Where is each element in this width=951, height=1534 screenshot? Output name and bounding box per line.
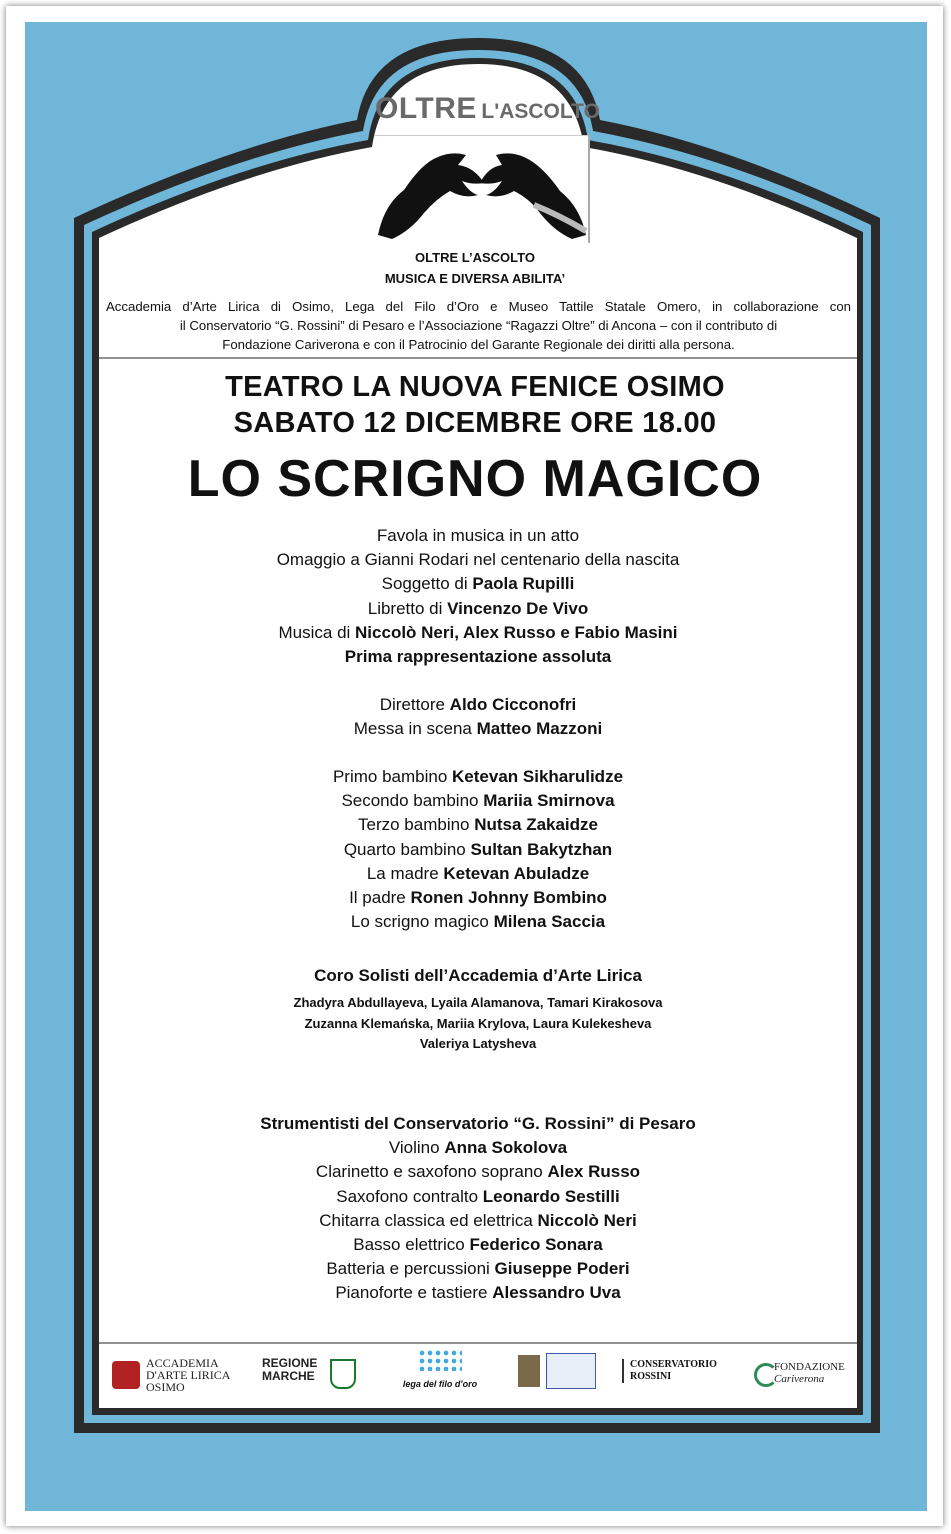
choir-line: Valeriya Latysheva — [419, 1036, 537, 1051]
player-line: Pianoforte e tastiere Alessandro Uva — [335, 1283, 621, 1303]
subtitle-musica-diversa-abilita: MUSICA E DIVERSA ABILITA’ — [384, 271, 566, 286]
direction-credits — [103, 693, 853, 741]
subtitle-oltre-lascolto: OLTRE L’ASCOLTO — [415, 250, 535, 265]
lega-filo-oro-logo: lega del filo d'oro — [390, 1349, 490, 1399]
sponsor-logos — [100, 1345, 856, 1407]
event-title: LO SCRIGNO MAGICO — [187, 450, 763, 508]
intro-line: Accademia d’Arte Lirica di Osimo, Lega del Filo d’Oro e Museo Tattile Statale Omero, in collaborazione con — [106, 299, 851, 314]
player-line: Clarinetto e saxofono soprano Alex Russo — [315, 1162, 641, 1182]
choir-line: Zuzanna Klemańska, Mariia Krylova, Laura Kulekesheva — [304, 1015, 652, 1031]
cast-line: Secondo bambino Mariia Smirnova — [341, 791, 615, 811]
intro-line: il Conservatorio “G. Rossini” di Pesaro e l’Associazione “Ragazzi Oltre” di Ancona – con il contributo di — [179, 318, 778, 333]
cast-line: Lo scrigno magico Milena Saccia — [350, 912, 606, 932]
detail-line: Soggetto di Paola Rupilli — [381, 574, 575, 594]
intro-paragraph — [106, 297, 851, 354]
cast-line: Quarto bambino Sultan Bakytzhan — [343, 839, 613, 859]
direction-line: Messa in scena Matteo Mazzoni — [353, 719, 603, 739]
cast-line: Terzo bambino Nutsa Zakaidze — [358, 815, 598, 835]
detail-line: Libretto di Vincenzo De Vivo — [367, 598, 589, 618]
cast-line: La madre Ketevan Abuladze — [366, 863, 590, 883]
logo-word-lascolto: L'ASCOLTO — [481, 100, 600, 123]
choir-members — [103, 993, 853, 1055]
accademia-logo: ACCADEMIA D'ARTE LIRICA OSIMO — [112, 1357, 247, 1397]
conservatorio-logo: CONSERVATORIO ROSSINI — [622, 1359, 732, 1389]
instrumentalists — [103, 1112, 853, 1306]
player-line: Saxofono contralto Leonardo Sestilli — [336, 1186, 620, 1206]
oltre-lascolto-logo-text — [375, 92, 600, 126]
museo-omero-mark-icon — [546, 1353, 596, 1389]
detail-line: Omaggio a Gianni Rodari nel centenario della nascita — [276, 550, 680, 570]
detail-line: Favola in musica in un atto — [376, 526, 580, 545]
regione-marche-logo: REGIONE MARCHE — [262, 1357, 362, 1397]
direction-line: Direttore Aldo Cicconofri — [379, 695, 577, 714]
detail-line: Prima rappresentazione assoluta — [344, 647, 612, 667]
cast-line: Il padre Ronen Johnny Bombino — [349, 888, 607, 908]
event-venue: TEATRO LA NUOVA FENICE OSIMO — [225, 371, 725, 403]
cast-list — [103, 765, 853, 934]
cast-line: Primo bambino Ketevan Sikharulidze — [332, 767, 624, 786]
instruments-heading: Strumentisti del Conservatorio “G. Rossini” di Pesaro — [260, 1114, 696, 1133]
accademia-mark-icon — [112, 1361, 140, 1389]
fondazione-cariverona-logo: FONDAZIONE Cariverona — [754, 1355, 854, 1395]
choir-heading: Coro Solisti dell’Accademia d’Arte Lirica — [314, 966, 642, 985]
intro-line: Fondazione Cariverona e con il Patrocinio del Garante Regionale dei diritti alla persona. — [222, 337, 735, 352]
hands-logo-icon — [374, 135, 590, 245]
regione-shield-icon — [330, 1359, 356, 1389]
statue-icon — [518, 1355, 540, 1387]
player-line: Violino Anna Sokolova — [388, 1138, 568, 1158]
work-details — [103, 524, 853, 669]
logo-word-oltre: OLTRE — [375, 92, 477, 125]
museo-omero-logo — [518, 1351, 598, 1391]
event-date: SABATO 12 DICEMBRE ORE 18.00 — [233, 407, 717, 439]
player-line: Chitarra classica ed elettrica Niccolò Neri — [319, 1210, 637, 1230]
player-line: Batteria e percussioni Giuseppe Poderi — [326, 1259, 630, 1279]
detail-line: Musica di Niccolò Neri, Alex Russo e Fabio Masini — [278, 622, 678, 642]
player-line: Basso elettrico Federico Sonara — [353, 1235, 603, 1255]
choir-line: Zhadyra Abdullayeva, Lyaila Alamanova, Tamari Kirakosova — [293, 995, 663, 1010]
lega-dots-icon — [418, 1349, 462, 1371]
